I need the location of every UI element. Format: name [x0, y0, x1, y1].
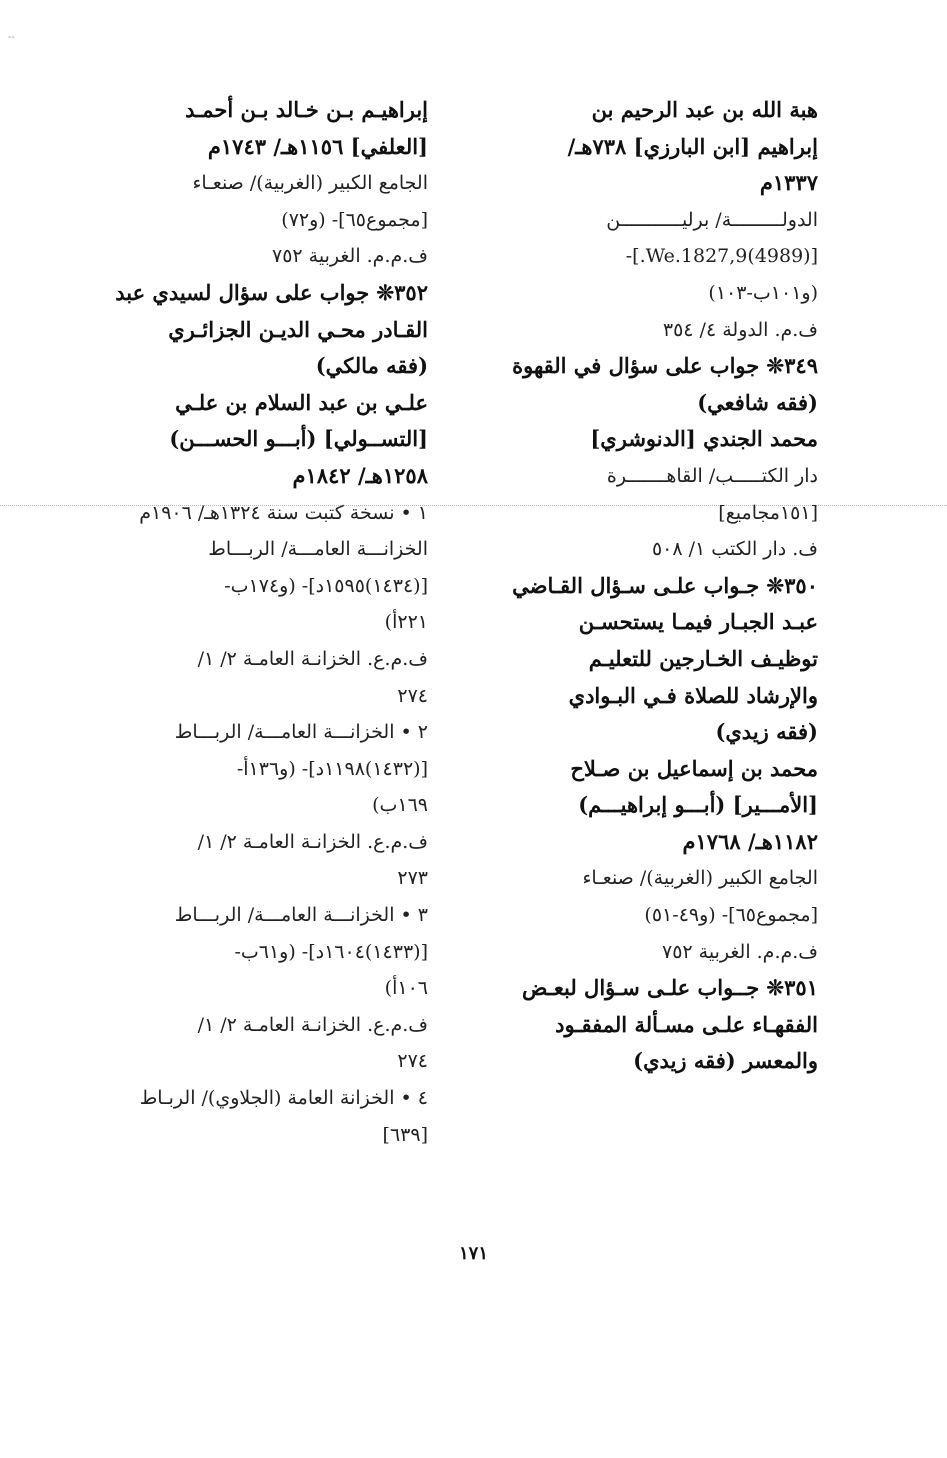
- text-line: [مجموع٦٥]- (و٧٢): [281, 208, 428, 231]
- text-line: ١٣٣٧م: [759, 170, 818, 196]
- text-line: ٢ • الخزانـــة العامـــة/ الربـــاط: [174, 721, 428, 744]
- text-line: دار الكتـــــب/ القاهـــــــرة: [606, 464, 818, 487]
- text-line: الخزانـــة العامـــة/ الربـــاط: [208, 538, 428, 561]
- text-line: ١٢٥٨هـ/ ١٨٤٢م: [292, 462, 428, 488]
- text-line: (فقه زيدي): [715, 719, 818, 745]
- text-line: ٣٥١❊ جــواب علـى سـؤال لبعـض: [522, 975, 818, 1001]
- text-line: الجامع الكبير (الغربية)/ صنعـاء: [582, 867, 818, 890]
- text-line: ف.م.م. الغربية ٧٥٢: [662, 940, 818, 963]
- text-line: ١١٨٢هـ/ ١٧٦٨م: [682, 828, 818, 854]
- text-line: ف.م.ع. الخزانـة العامـة ٢/ ١/: [197, 647, 428, 670]
- text-line: الجامع الكبير (الغربية)/ صنعـاء: [192, 172, 428, 195]
- text-line: (و١٠١ب-١٠٣): [708, 281, 818, 304]
- text-line: ٣٤٩❊ جواب على سؤال في القهوة: [512, 353, 818, 379]
- text-line: [١٥١مجاميع]: [718, 501, 818, 524]
- text-line: [مجموع٦٥]- (و٤٩-٥١): [644, 904, 818, 927]
- text-line: ٢٧٤: [397, 684, 428, 707]
- text-line: ٣٥٠❊ جـواب علـى سـؤال القـاضي: [512, 572, 818, 598]
- text-line: والإرشاد للصلاة فـي البـوادي: [568, 682, 818, 708]
- text-line: ٤ • الخزانة العامة (الجلاوي)/ الربـاط: [139, 1087, 428, 1110]
- text-line: ف. دار الكتب ١/ ٥٠٨: [651, 538, 818, 561]
- text-line: إبراهيم [ابن البارزي] ٧٣٨هـ/: [567, 133, 818, 159]
- text-line: ١٠٦أ): [384, 977, 428, 1000]
- text-line: [التســولي] (أبـــو الحســـن): [169, 426, 428, 452]
- text-line: [الأمـــير] (أبـــو إبراهيـــم): [578, 792, 818, 818]
- text-line: ف.م.ع. الخزانـة العامـة ٢/ ١/: [197, 1013, 428, 1036]
- text-line: [(4989)We.1827,9.]-: [625, 245, 818, 268]
- text-line: ف.م.م. الغربية ٧٥٢: [272, 245, 428, 268]
- text-line: عبـد الجبـار فيمـا يستحسـن: [578, 609, 818, 635]
- text-line: ٢٧٣: [397, 867, 428, 890]
- text-line: ف.م. الدولة ٤/ ٣٥٤: [662, 318, 818, 341]
- text-line: محمد الجندي [الدنوشري]: [590, 426, 818, 452]
- text-line: [٦٣٩]: [382, 1123, 428, 1146]
- text-line: (فقه شافعي): [697, 389, 818, 415]
- text-line: هبة الله بن عبد الرحيم بن: [591, 97, 818, 122]
- right-column: [478, 92, 818, 1080]
- left-column: [78, 92, 428, 1153]
- text-line: ف.م.ع. الخزانـة العامـة ٢/ ١/: [197, 830, 428, 853]
- text-line: والمعسر (فقه زيدي): [633, 1048, 818, 1074]
- text-line: الدولـــــــــة/ برليـــــــــــن: [606, 208, 818, 231]
- text-line: الفقهـاء علـى مسـألة المفقـود: [555, 1011, 818, 1037]
- text-line: القـادر محـي الديـن الجزائـري: [168, 316, 428, 342]
- corner-mark: --: [8, 32, 15, 43]
- text-line: ٣ • الخزانـــة العامـــة/ الربـــاط: [174, 904, 428, 927]
- text-line: علـي بن عبد السلام بن علـي: [175, 389, 428, 415]
- text-line: ٢٢١أ): [384, 611, 428, 634]
- text-line: [(١٤٣٤)١٥٩٥د]- (و١٧٤ب-: [224, 574, 428, 597]
- text-line: [(١٤٣٢)١١٩٨د]- (و١٣٦أ-: [236, 757, 428, 780]
- text-line: ١ • نسخة كتبت سنة ١٣٢٤هـ/ ١٩٠٦م: [139, 501, 428, 524]
- text-line: [(١٤٣٣)١٦٠٤د]- (و٦١ب-: [234, 940, 428, 963]
- text-line: ٣٥٢❊ جواب على سؤال لسيدي عبد: [115, 279, 428, 305]
- text-line: ١٦٩ب): [372, 794, 428, 817]
- text-line: محمد بن إسماعيل بن صـلاح: [570, 755, 818, 781]
- text-line: (فقه مالكي): [315, 353, 428, 379]
- text-line: توظيـف الخـارجين للتعليـم: [588, 645, 818, 671]
- page-number: ١٧١: [458, 1243, 488, 1264]
- text-line: [العلفي] ١١٥٦هـ/ ١٧٤٣م: [207, 133, 428, 159]
- text-line: إبراهيـم بـن خـالد بـن أحمـد: [185, 97, 428, 122]
- text-line: ٢٧٤: [397, 1050, 428, 1073]
